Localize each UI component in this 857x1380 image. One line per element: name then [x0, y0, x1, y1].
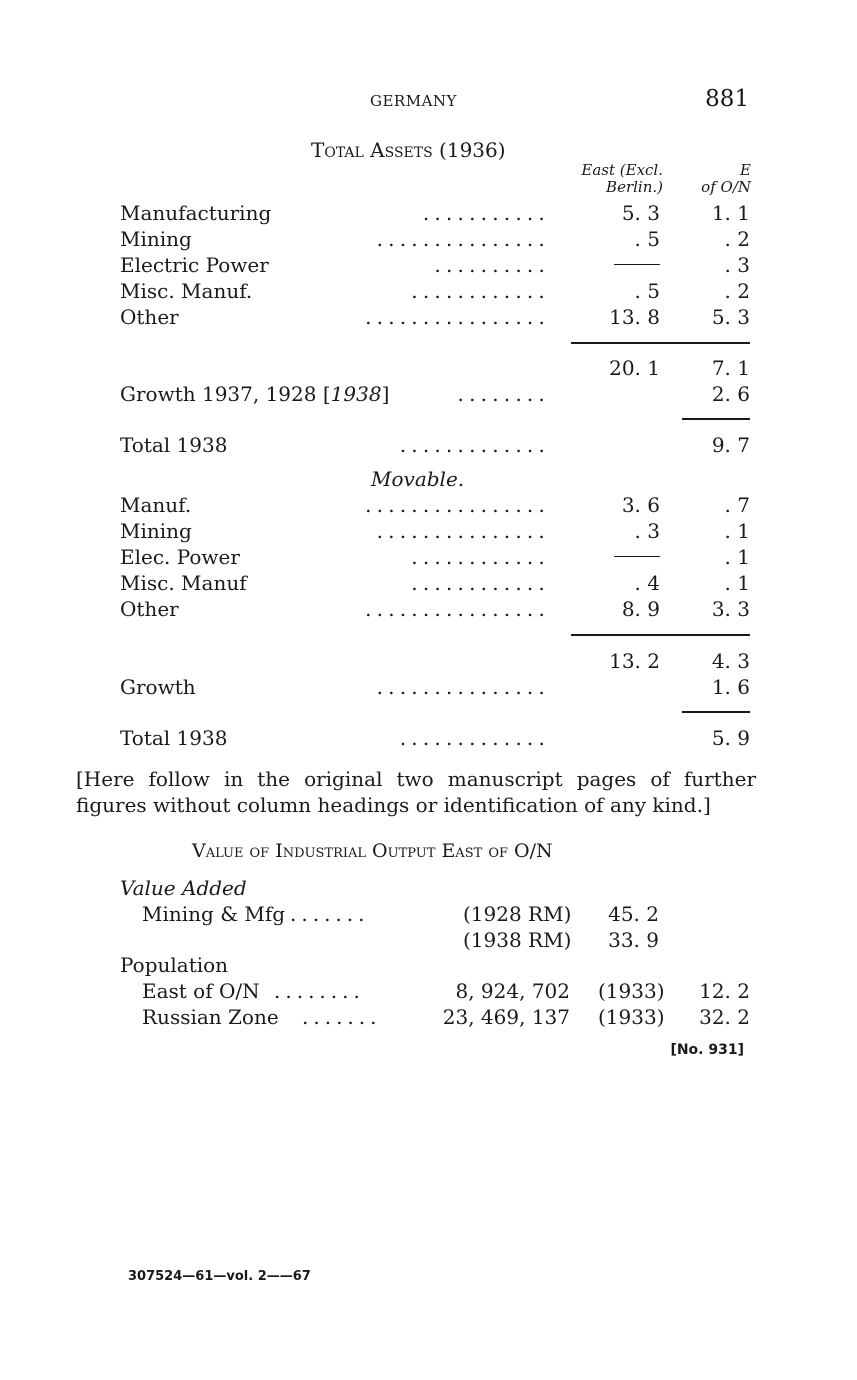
row-value-on: 1. 1: [711, 201, 750, 225]
row-label: Mining: [120, 519, 192, 543]
leader-dots: ........: [274, 979, 365, 1003]
row-value-east: . 5: [634, 279, 660, 303]
row-value-on: 5. 3: [711, 305, 750, 329]
leader-dots: ............: [411, 545, 550, 569]
row-label: Elec. Power: [120, 545, 240, 569]
subtotal-rule: [571, 342, 750, 344]
row-value-on: . 7: [724, 493, 750, 517]
row-value-east: . 3: [634, 519, 660, 543]
growth-label: Growth 1937, 1928 [1938]: [120, 382, 390, 406]
row-value-on: . 1: [724, 571, 750, 595]
print-footer: 307524—61—vol. 2——67: [128, 1269, 311, 1284]
table-row: [120, 518, 750, 544]
leader-dots: ............: [411, 279, 550, 303]
row-value-on: . 2: [724, 279, 750, 303]
table-row: [120, 252, 750, 278]
row-value-east: 3. 6: [621, 493, 660, 517]
subtotal-on: 4. 3: [711, 649, 750, 673]
east-on-value: 12. 2: [699, 979, 750, 1003]
mining-mfg-label: Mining & Mfg: [142, 902, 286, 926]
east-on-label: East of O/N: [142, 979, 260, 1003]
leader-dots: ...............: [376, 519, 550, 543]
col1-header: [581, 162, 663, 196]
output-title: Value of Industrial Output East of O/N: [192, 840, 553, 862]
total-row: [120, 432, 750, 458]
growth-row: [120, 381, 750, 407]
total-value: 5. 9: [711, 726, 750, 750]
page-number: 881: [705, 86, 749, 112]
table-row: [120, 596, 750, 622]
subtotal-east: 13. 2: [609, 649, 660, 673]
row-value-east: . 5: [634, 227, 660, 251]
value-added-heading: Value Added: [120, 876, 247, 900]
russian-zone-year: (1933): [598, 1005, 665, 1029]
growth-value: 2. 6: [711, 382, 750, 406]
table-row: [120, 200, 750, 226]
col2-header-line1: E: [740, 161, 751, 179]
subtotal-east: 20. 1: [609, 356, 660, 380]
leader-dots: ..........: [434, 253, 550, 277]
subtotal-row: [120, 355, 750, 381]
table-row: [120, 927, 750, 953]
col2-header-line2: of O/N: [701, 178, 751, 196]
east-on-population: 8, 924, 702: [455, 979, 570, 1003]
document-number: [No. 931]: [670, 1042, 744, 1058]
subtotal-row: [120, 648, 750, 674]
russian-zone-population: 23, 469, 137: [442, 1005, 570, 1029]
growth-row: [120, 674, 750, 700]
leader-dots: ...........: [422, 201, 550, 225]
leader-dots: .............: [399, 726, 550, 750]
movable-heading: Movable.: [371, 467, 465, 491]
east-on-year: (1933): [598, 979, 665, 1003]
table-row: [120, 492, 750, 518]
subtotal-rule: [571, 634, 750, 636]
russian-zone-label: Russian Zone: [142, 1005, 279, 1029]
value-1938: 33. 9: [608, 928, 659, 952]
row-value-on: . 3: [724, 253, 750, 277]
rm-1938-label: (1938 RM): [463, 928, 572, 952]
leader-dots: ...............: [376, 675, 550, 699]
total-assets-title: Total Assets (1936): [311, 138, 506, 162]
row-value-on: . 2: [724, 227, 750, 251]
leader-dots: ...............: [376, 227, 550, 251]
col2-header: [701, 162, 751, 196]
table-row: [120, 1004, 750, 1030]
leader-dots: ................: [365, 305, 550, 329]
row-value-on: . 1: [724, 519, 750, 543]
running-head: GERMANY: [370, 92, 457, 110]
row-value-on: . 1: [724, 545, 750, 569]
table-row: [120, 544, 750, 570]
row-label: Misc. Manuf.: [120, 279, 253, 303]
col1-header-line1: East (Excl.: [581, 161, 663, 179]
row-label: Misc. Manuf: [120, 571, 247, 595]
leader-dots: ........: [457, 382, 550, 406]
table-row: [120, 278, 750, 304]
total-rule: [682, 418, 750, 420]
leader-dots: .............: [399, 433, 550, 457]
empty-value-dash: [614, 556, 660, 557]
row-value-on: 3. 3: [711, 597, 750, 621]
leader-dots: ................: [365, 493, 550, 517]
leader-dots: ............: [411, 571, 550, 595]
population-heading: Population: [120, 953, 229, 977]
table-row: [120, 901, 750, 927]
table-row: [120, 304, 750, 330]
total-value: 9. 7: [711, 433, 750, 457]
total-rule: [682, 711, 750, 713]
row-value-east: 13. 8: [609, 305, 660, 329]
row-label: Manuf.: [120, 493, 192, 517]
col1-header-line2: Berlin.): [606, 178, 663, 196]
rm-1928-label: (1928 RM): [463, 902, 572, 926]
total-label: Total 1938: [120, 726, 228, 750]
leader-dots: ................: [365, 597, 550, 621]
row-label: Mining: [120, 227, 192, 251]
table-row: [120, 226, 750, 252]
empty-value-dash: [614, 264, 660, 265]
subtotal-on: 7. 1: [711, 356, 750, 380]
row-value-east: 5. 3: [621, 201, 660, 225]
table-row: [120, 978, 750, 1004]
row-label: Manufacturing: [120, 201, 272, 225]
leader-dots: .......: [302, 1005, 382, 1029]
value-added-heading-row: [120, 875, 750, 901]
russian-zone-value: 32. 2: [699, 1005, 750, 1029]
table-row: [120, 570, 750, 596]
row-label: Other: [120, 597, 179, 621]
editorial-note: [Here follow in the original two manuscript pages of further figures without column headings or identification of any kind.]: [76, 767, 756, 817]
total-label: Total 1938: [120, 433, 228, 457]
row-label: Electric Power: [120, 253, 269, 277]
growth-label: Growth: [120, 675, 196, 699]
value-1928: 45. 2: [608, 902, 659, 926]
row-label: Other: [120, 305, 179, 329]
growth-value: 1. 6: [711, 675, 750, 699]
leader-dots: .......: [290, 902, 370, 926]
row-value-east: 8. 9: [621, 597, 660, 621]
total-row: [120, 725, 750, 751]
row-value-east: . 4: [634, 571, 660, 595]
population-heading-row: [120, 952, 750, 978]
